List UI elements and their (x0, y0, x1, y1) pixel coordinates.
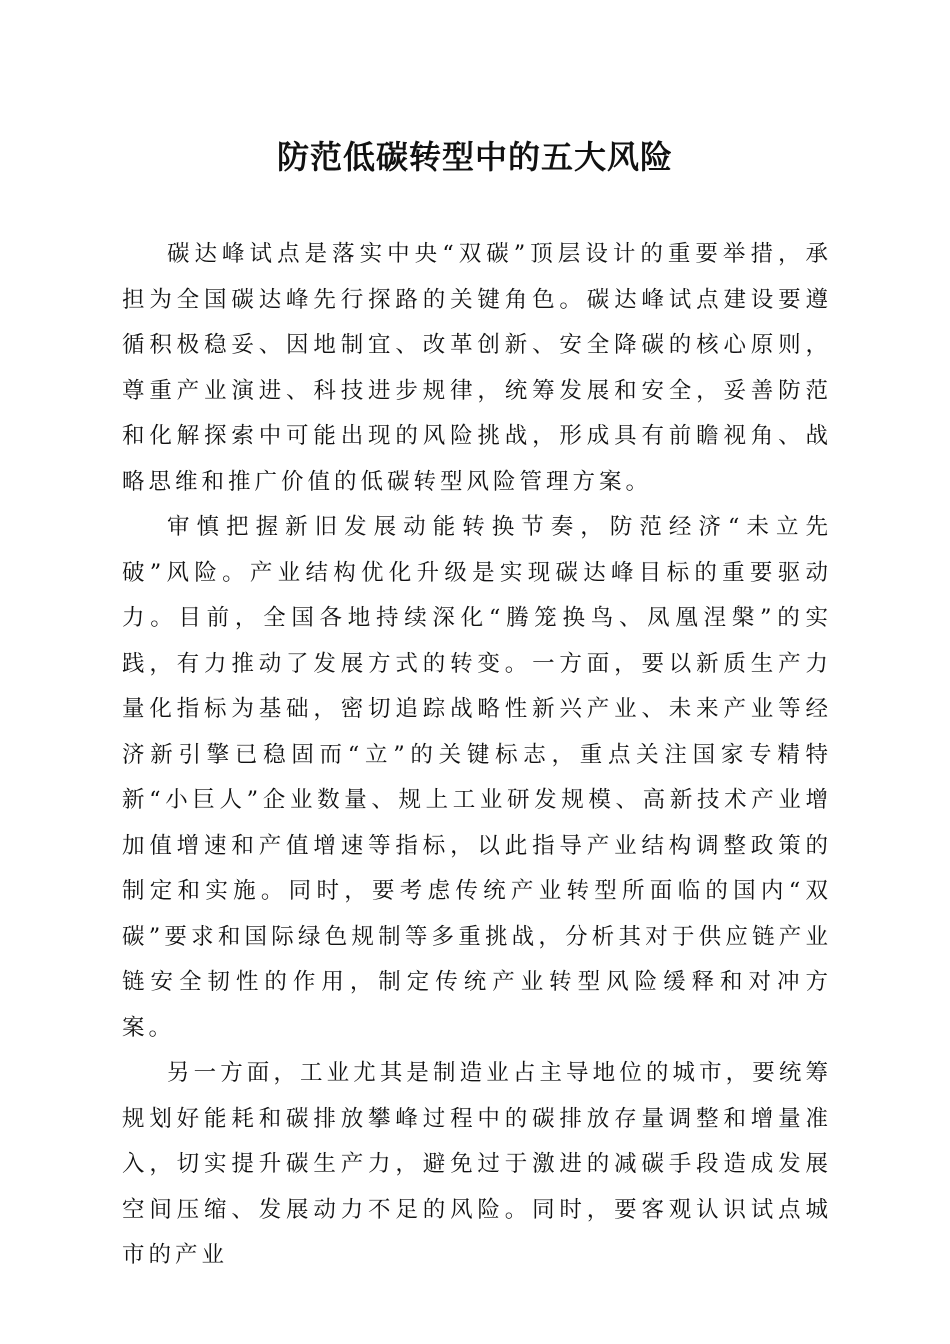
paragraph-1: 碳达峰试点是落实中央“双碳”顶层设计的重要举措，承担为全国碳达峰先行探路的关键角色。碳达峰试点建设要遵循积极稳妥、因地制宜、改革创新、安全降碳的核心原则，尊重产业演进、科技进步规律，统筹发展和安全，妥善防范和化解探索中可能出现的风险挑战，形成具有前瞻视角、战略思维和推广价值的低碳转型风险管理方案。 (122, 241, 832, 495)
paragraph-3: 另一方面，工业尤其是制造业占主导地位的城市，要统筹规划好能耗和碳排放攀峰过程中的碳排放存量调整和增量准入，切实提升碳生产力，避免过于激进的减碳手段造成发展空间压缩、发展动力不足的风险。同时，要客观认识试点城市的产业 (122, 1060, 832, 1268)
document-title: 防范低碳转型中的五大风险 (276, 138, 673, 176)
document-body (122, 232, 832, 1279)
paragraph-2: 审慎把握新旧发展动能转换节奏，防范经济“未立先破”风险。产业结构优化升级是实现碳达峰目标的重要驱动力。目前，全国各地持续深化“腾笼换鸟、凤凰涅槃”的实践，有力推动了发展方式的转变。一方面，要以新质生产力量化指标为基础，密切追踪战略性新兴产业、未来产业等经济新引擎已稳固而“立”的关键标志，重点关注国家专精特新“小巨人”企业数量、规上工业研发规模、高新技术产业增加值增速和产值增速等指标，以此指导产业结构调整政策的制定和实施。同时，要考虑传统产业转型所面临的国内“双碳”要求和国际绿色规制等多重挑战，分析其对于供应链产业链安全韧性的作用，制定传统产业转型风险缓释和对冲方案。 (122, 514, 832, 1041)
